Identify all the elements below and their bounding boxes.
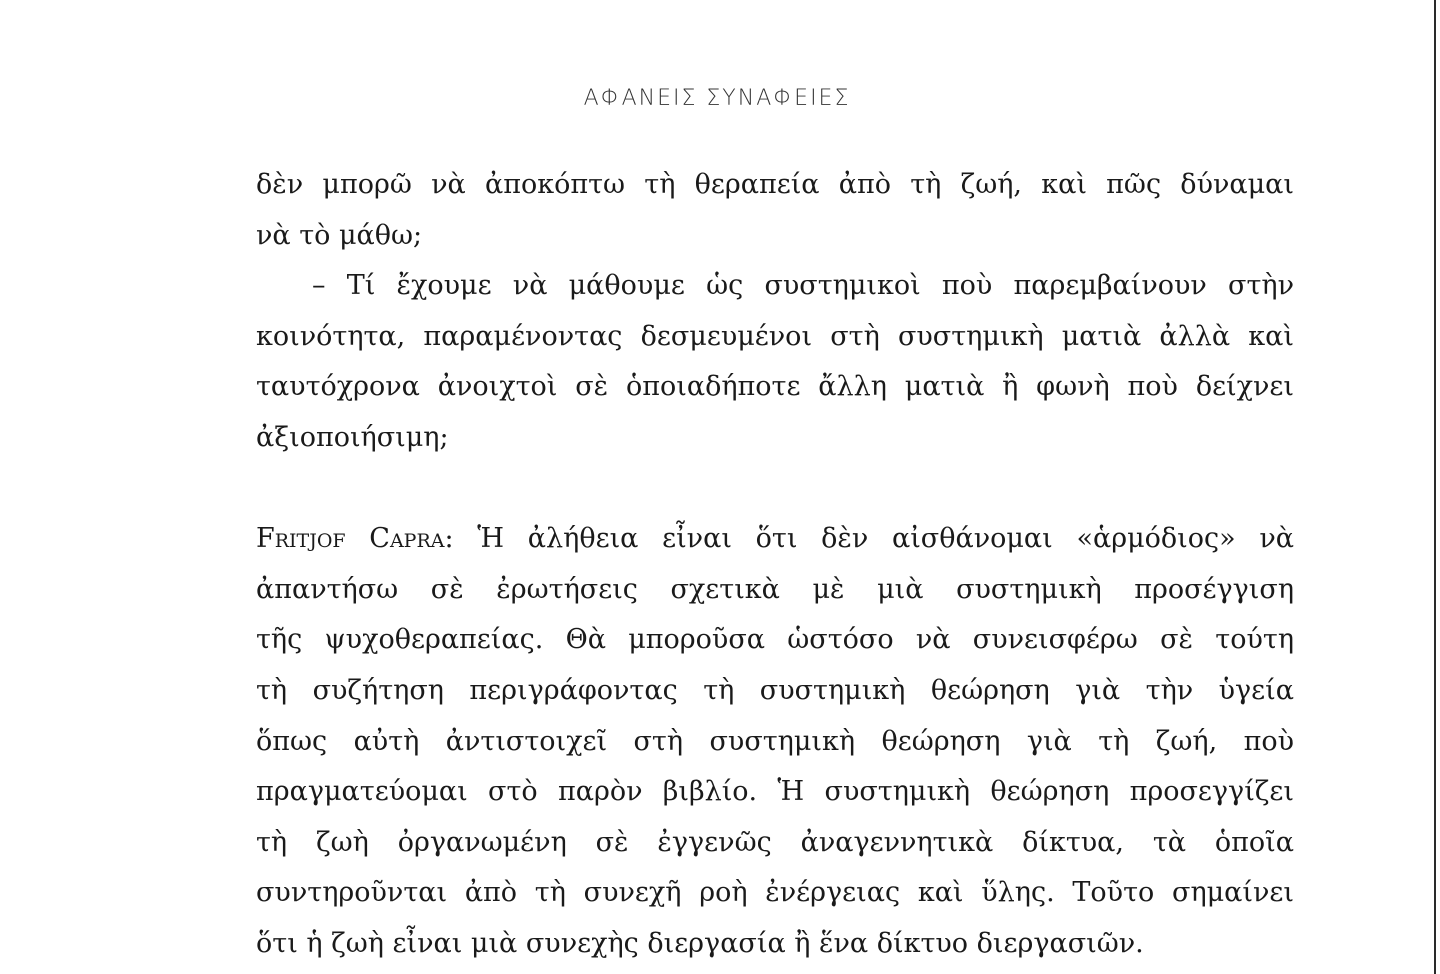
text-line: κοινότητα, παραμένοντας δεσμευμένοι στὴ συστημικὴ ματιὰ ἀλλὰ καὶ xyxy=(256,320,1294,352)
text-line: τὴ ζωὴ ὀργανωμένη σὲ ἐγγενῶς ἀναγεννητικὰ δίκτυα, τὰ ὁποῖα xyxy=(256,826,1294,858)
body-text xyxy=(256,160,1294,970)
text-line: ἀπαντήσω σὲ ἐρωτήσεις σχετικὰ μὲ μιὰ συστημικὴ προσέγγιση xyxy=(256,573,1294,605)
text-line: – Τί ἔχουμε νὰ μάθουμε ὡς συστημικοὶ ποὺ παρεμβαίνουν στὴν xyxy=(312,270,1294,302)
paragraph-gap xyxy=(256,464,1294,515)
speaker-name: Fritjof Capra xyxy=(256,523,445,555)
text-line: ταυτόχρονα ἀνοιχτοὶ σὲ ὁποιαδήποτε ἄλλη ματιὰ ἢ φωνὴ ποὺ δείχνει xyxy=(256,371,1294,403)
text-line: ὅτι ἡ ζωὴ εἶναι μιὰ συνεχὴς διεργασία ἢ ἕνα δίκτυο διεργασιῶν. xyxy=(256,927,1144,959)
text-line: νὰ τὸ μάθω; xyxy=(256,219,423,251)
text-line: συντηροῦνται ἀπὸ τὴ συνεχῆ ροὴ ἐνέργειας καὶ ὕλης. Τοῦτο σημαίνει xyxy=(256,877,1294,909)
text-line: ὅπως αὐτὴ ἀντιστοιχεῖ στὴ συστημικὴ θεώρηση γιὰ τὴ ζωή, ποὺ xyxy=(256,725,1294,757)
speaker-line-text: : Ἡ ἀλήθεια εἶναι ὅτι δὲν αἰσθάνομαι «ἁρμόδιος» νὰ xyxy=(444,523,1294,555)
text-line: ἀξιοποιήσιμη; xyxy=(256,421,449,453)
text-line: τῆς ψυχοθεραπείας. Θὰ μποροῦσα ὡστόσο νὰ συνεισφέρω σὲ τούτη xyxy=(256,624,1294,656)
text-line: δὲν μπορῶ νὰ ἀποκόπτω τὴ θεραπεία ἀπὸ τὴ ζωή, καὶ πῶς δύναμαι xyxy=(256,169,1294,200)
text-line: τὴ συζήτηση περιγράφοντας τὴ συστημικὴ θεώρηση γιὰ τὴν ὑγεία xyxy=(256,674,1294,706)
running-head: ΑΦΑΝΕΙΣ ΣΥΝΑΦΕΙΕΣ xyxy=(583,86,851,111)
text-line: πραγματεύομαι στὸ παρὸν βιβλίο. Ἡ συστημικὴ θεώρηση προσεγγίζει xyxy=(256,776,1294,808)
text-line-speaker xyxy=(256,514,1294,565)
